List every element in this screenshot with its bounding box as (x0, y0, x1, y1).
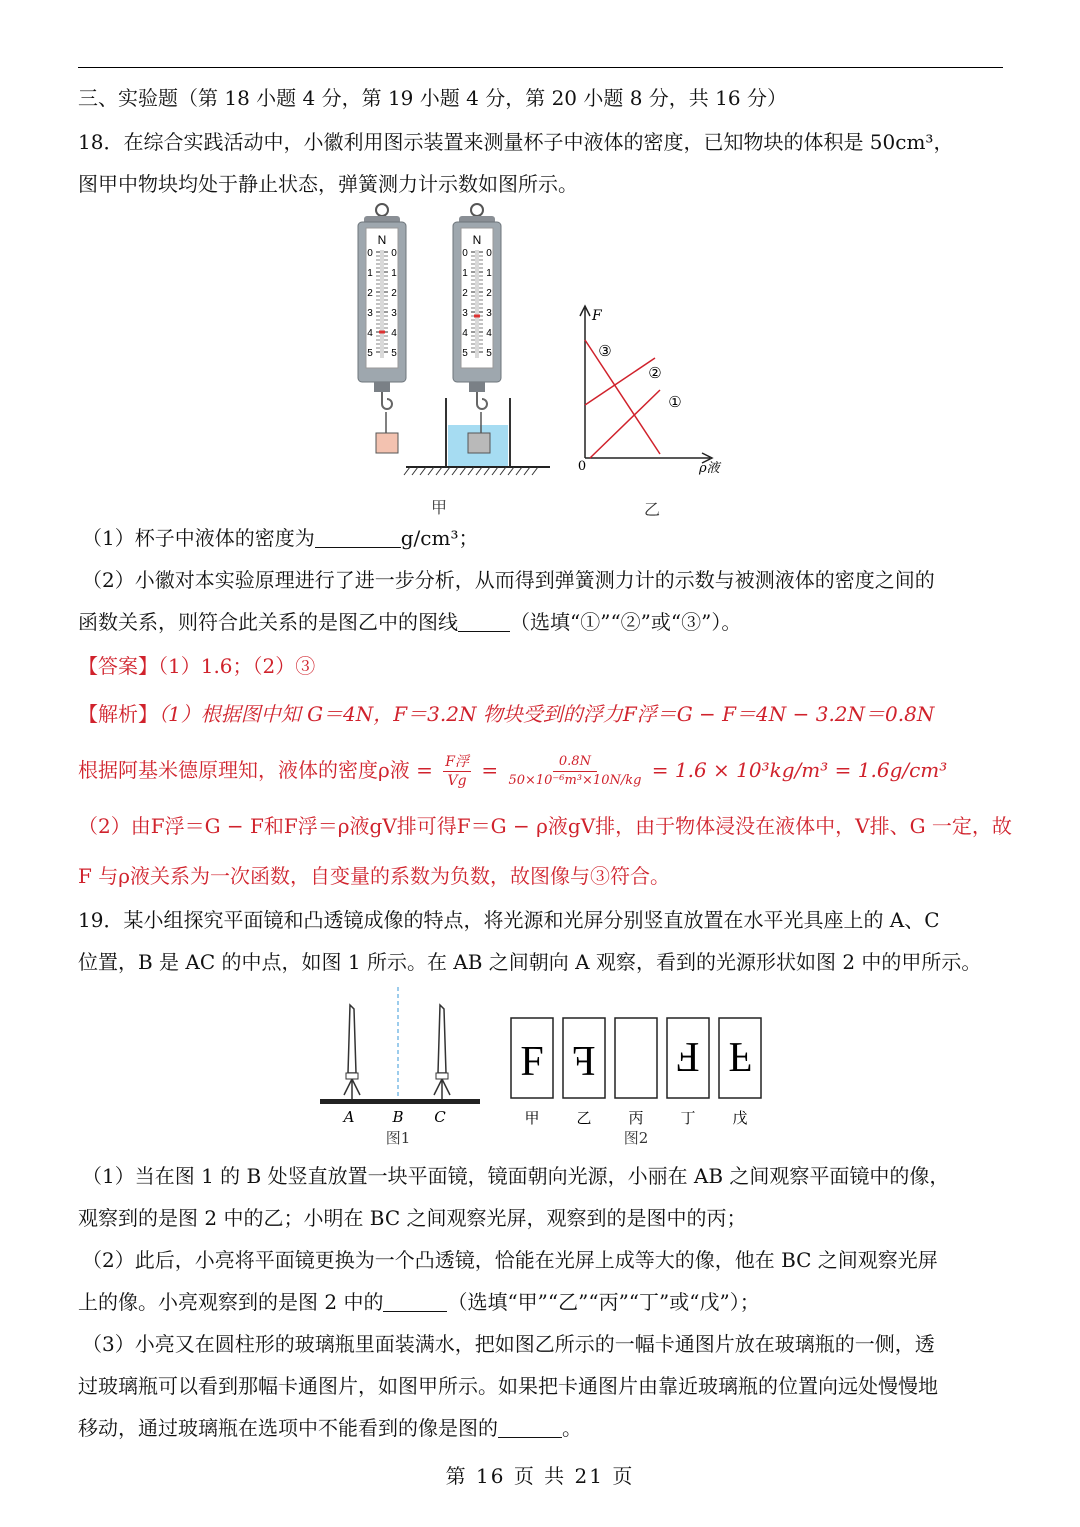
ground-hatch-mark (444, 467, 450, 475)
q19-sub3-line1: （3）小亮又在圆柱形的玻璃瓶里面装满水，把如图乙所示的一幅卡通图片放在玻璃瓶的一侧，透 (82, 1332, 935, 1356)
block-right (468, 433, 490, 453)
ground-hatch-mark (484, 467, 490, 475)
ground-hatch-mark (532, 467, 538, 475)
analysis-tag: 【解析】 (78, 702, 158, 726)
card-ding (667, 1018, 709, 1127)
q18-sub2-line2 (78, 608, 1008, 636)
graph-label-1: ① (668, 393, 682, 411)
q18-sub2-options: （选填“①”“②”或“③”）。 (510, 610, 742, 634)
q18-caption-jia: 甲 (431, 498, 448, 517)
scale-tick-label-left-l-1: 1 (367, 268, 373, 279)
section-title: 三、实验题（第 18 小题 4 分，第 19 小题 4 分，第 20 小题 8 分，共 16 分） (78, 86, 787, 110)
scale-tick-label-left-r-4: 4 (391, 328, 397, 339)
graph-label-2: ② (648, 364, 662, 382)
fraction-left-num: F浮 (445, 754, 469, 770)
analysis-text-2b: = 1.6 × 10³kg/m³ = 1.6g/cm³ (651, 758, 948, 782)
q19-figure-2 (508, 1015, 768, 1150)
fraction-left (443, 753, 471, 790)
graph-x-label: ρ液 (699, 461, 720, 476)
card-yi (563, 1018, 605, 1127)
q18-analysis-line2: 根据阿基米德原理知，液体的密度ρ液 = F浮 Vg = $\frac{0.8N}{\text{50×10⁻⁶m³×10N/kg}}$ = 1.6 × 10³kg/m³ = 1.6g/cm³ (78, 754, 948, 789)
page-footer: 第 16 页 共 21 页 (445, 1464, 635, 1488)
q19-sub3-blank[interactable] (498, 1417, 562, 1438)
q18-analysis-line1 (78, 700, 1008, 728)
bench-label-b: B (392, 1108, 404, 1126)
ground-hatch-mark (452, 467, 458, 475)
q18-analysis-line4: F 与ρ液关系为一次函数，自变量的系数为负数，故图像与③符合。 (78, 864, 670, 888)
scale-tick-label-right-r-4: 4 (486, 328, 492, 339)
ground-hatch (404, 467, 538, 475)
ground-hatch-mark (428, 467, 434, 475)
card-bing-label: 丙 (628, 1109, 644, 1127)
q18-caption-yi: 乙 (644, 500, 661, 519)
card-jia-label: 甲 (524, 1109, 540, 1127)
card-ding-glyph: F (676, 1033, 700, 1079)
scale-tick-label-right-l-0: 0 (462, 248, 468, 259)
ground-hatch-mark (436, 467, 442, 475)
card-wu-label: 戊 (732, 1109, 748, 1127)
spring-scale-left (358, 204, 406, 453)
scale-tick-label-left-r-0: 0 (391, 248, 397, 259)
scale-tick-label-right-r-0: 0 (486, 248, 492, 259)
scale-tick-label-right-l-5: 5 (462, 348, 468, 359)
q19-sub1-line1: （1）当在图 1 的 B 处竖直放置一块平面镜，镜面朝向光源，小丽在 AB 之间观察平面镜中的像， (82, 1164, 950, 1188)
scale-tick-label-left-r-5: 5 (391, 348, 397, 359)
card-jia (511, 1018, 553, 1127)
graph-line-2 (585, 358, 655, 405)
scale-tick-label-right-r-5: 5 (486, 348, 492, 359)
ground-hatch-mark (500, 467, 506, 475)
fraction-right (508, 753, 641, 790)
ground-hatch-mark (476, 467, 482, 475)
q19-intro-line1: 19．某小组探究平面镜和凸透镜成像的特点，将光源和光屏分别竖直放置在水平光具座上的 A、C (78, 908, 940, 932)
scale-tick-label-left-l-5: 5 (367, 348, 373, 359)
scale-tick-label-left-l-4: 4 (367, 328, 373, 339)
scale-unit-left: N (377, 233, 387, 247)
scale-tick-label-left-l-3: 3 (367, 308, 373, 319)
scale-tick-label-left-r-1: 1 (391, 268, 397, 279)
q19-intro-line2: 位置，B 是 AC 的中点，如图 1 所示。在 AB 之间朝向 A 观察，看到的光源形状如图 2 中的甲所示。 (78, 950, 982, 974)
ground-hatch-mark (468, 467, 474, 475)
scale-tick-label-left-l-2: 2 (367, 288, 373, 299)
scale-tick-label-right-l-2: 2 (462, 288, 468, 299)
ground-hatch-mark (412, 467, 418, 475)
card-wu (719, 1018, 761, 1127)
q18-sub1-unit: g/cm³； (400, 526, 479, 550)
scale-tick-label-right-r-2: 2 (486, 288, 492, 299)
header-rule (78, 67, 1003, 68)
graph-origin: 0 (577, 459, 587, 474)
q19-sub2-options: （选填“甲”“乙”“丙”“丁”或“戊”）； (447, 1290, 760, 1314)
q18-figure (330, 200, 730, 490)
q18-intro-line1: 18．在综合实践活动中，小徽利用图示装置来测量杯子中液体的密度，已知物块的体积是 50cm³， (78, 130, 954, 154)
q19-figure-1 (318, 985, 488, 1150)
q18-sub2-blank[interactable] (458, 611, 510, 632)
ground-hatch-mark (420, 467, 426, 475)
figure-2-caption: 图2 (623, 1129, 649, 1147)
q19-sub2-line2 (78, 1288, 1008, 1316)
scale-tick-label-right-r-1: 1 (486, 268, 492, 279)
graph-y-label: F (592, 308, 602, 324)
ground-hatch-mark (404, 467, 410, 475)
ground-hatch-mark (508, 467, 514, 475)
f-rho-graph (578, 306, 722, 476)
q19-sub2-blank[interactable] (383, 1291, 447, 1312)
light-source (344, 1005, 360, 1103)
scale-tick-label-right-l-3: 3 (462, 308, 468, 319)
graph-label-3: ③ (598, 342, 612, 360)
scale-tick-label-right-r-3: 3 (486, 308, 492, 319)
block-left (376, 433, 398, 453)
spring-scale-right (446, 204, 510, 467)
card-bing (615, 1018, 657, 1127)
scale-pointer-left (379, 331, 385, 334)
analysis-text-1: （1）根据图中知 G＝4N，F＝3.2N 物块受到的浮力F浮＝G − F＝4N − 3.2N＝0.8N (158, 702, 935, 726)
figure-1-caption: 图1 (385, 1129, 411, 1147)
analysis-text-2a: 根据阿基米德原理知，液体的密度ρ液 = (78, 758, 433, 782)
q18-intro-line2: 图甲中物块均处于静止状态，弹簧测力计示数如图所示。 (78, 172, 578, 196)
q19-sub3-text: 移动，通过玻璃瓶在选项中不能看到的像是图的 (78, 1416, 498, 1440)
ground-hatch-mark (524, 467, 530, 475)
scale-tick-label-left-l-0: 0 (367, 248, 373, 259)
card-ding-label: 丁 (680, 1109, 696, 1127)
card-yi-label: 乙 (576, 1109, 592, 1127)
q18-answer (78, 652, 1008, 680)
q18-sub1-text: （1）杯子中液体的密度为 (82, 526, 315, 550)
fraction-left-den: Vg (447, 773, 467, 789)
light-screen (434, 1005, 450, 1103)
q19-sub2-line1: （2）此后，小亮将平面镜更换为一个凸透镜，恰能在光屏上成等大的像，他在 BC 之间观察光屏 (82, 1248, 938, 1272)
scale-unit-right: N (472, 233, 482, 247)
bench-label-c: C (434, 1108, 446, 1126)
scale-tick-label-left-r-2: 2 (391, 288, 397, 299)
scale-tick-label-left-r-3: 3 (391, 308, 397, 319)
q18-sub1-blank[interactable] (315, 527, 401, 548)
bench-label-a: A (343, 1108, 355, 1126)
q19-sub3-end: 。 (562, 1416, 582, 1440)
q18-sub1 (82, 524, 1012, 552)
scale-tick-label-right-l-1: 1 (462, 268, 468, 279)
ground-hatch-mark (492, 467, 498, 475)
fraction-right-den: 50×10⁻⁶m³×10N/kg (508, 773, 642, 788)
q19-sub2-text: 上的像。小亮观察到的是图 2 中的 (78, 1290, 384, 1314)
scale-pointer-right (474, 315, 480, 318)
scale-tick-label-right-l-4: 4 (462, 328, 468, 339)
q18-sub2-line1: （2）小徽对本实验原理进行了进一步分析，从而得到弹簧测力计的示数与被测液体的密度之间的 (82, 568, 935, 592)
ground-hatch-mark (516, 467, 522, 475)
card-jia-glyph: F (520, 1039, 544, 1085)
answer-tag: 【答案】 (78, 654, 158, 678)
ground-hatch-mark (460, 467, 466, 475)
answer-text: （1）1.6；（2）③ (158, 654, 316, 678)
q19-sub3-line2: 过玻璃瓶可以看到那幅卡通图片，如图甲所示。如果把卡通图片由靠近玻璃瓶的位置向远处慢慢地 (78, 1374, 938, 1398)
card-yi-glyph: F (572, 1039, 596, 1085)
optical-bench (320, 1099, 480, 1104)
q19-sub1-line2: 观察到的是图 2 中的乙；小明在 BC 之间观察光屏，观察到的是图中的丙； (78, 1206, 747, 1230)
card-wu-glyph: F (728, 1033, 752, 1079)
fraction-right-num: 0.8N (553, 753, 597, 772)
q18-sub2-text: 函数关系，则符合此关系的是图乙中的图线 (78, 610, 458, 634)
q19-sub3-line3 (78, 1414, 1008, 1442)
q18-analysis-line3: （2）由F浮＝G − F和F浮＝ρ液gV排可得F＝G − ρ液gV排，由于物体浸没在液体中，V排、G 一定，故 (78, 814, 1012, 838)
